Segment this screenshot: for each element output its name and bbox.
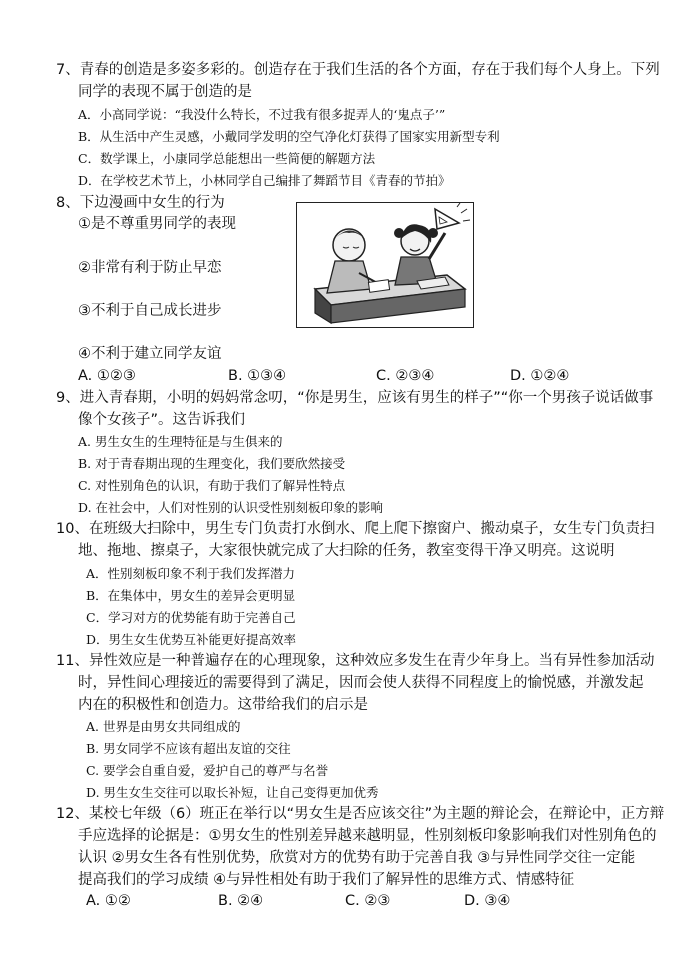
q11-option-b: B. 男女同学不应该有超出友谊的交往 [86,741,291,756]
q11-option-d: D. 男生女生交往可以取长补短，让自己变得更加优秀 [86,785,379,800]
q10-option-b: B．在集体中，男女生的差异会更明显 [86,588,296,603]
q11-option-c: C. 要学会自重自爱，爱护自己的尊严与名誉 [86,763,329,778]
q9-option-c: C. 对性别角色的认识，有助于我们了解异性特点 [78,478,346,493]
q9-stem-line1: 9、进入青春期，小明的妈妈常念叨，“你是男生，应该有男生的样子”“你一个男孩子说话做事 [56,390,654,406]
q8-statement-1: ①是不尊重男同学的表现 [78,216,236,232]
q12-option-c: C. ②③ [345,893,391,909]
q12-stem-line3: 认识 ②男女生各有性别优势，欣赏对方的优势有助于完善自我 ③与异性同学交往一定能 [78,850,636,866]
q9-option-d: D. 在社会中，人们对性别的认识受性别刻板印象的影响 [78,500,384,515]
q12-stem-line2: 手应选择的论据是：①男女生的性别差异越来越明显，性别刻板印象影响我们对性别角色的 [78,828,657,844]
q7-option-c: C．数学课上，小康同学总能想出一些简便的解题方法 [78,151,376,166]
q8-option-b: B. ①③④ [228,368,287,384]
q8-stem: 8、下边漫画中女生的行为 [56,195,225,211]
q8-option-d: D. ①②④ [510,368,570,384]
q12-option-b: B. ②④ [218,893,264,909]
q11-stem-line1: 11、异性效应是一种普遍存在的心理现象，这种效应多发生在青少年身上。当有异性参加活动 [56,653,655,669]
q11-option-a: A. 世界是由男女共同组成的 [86,719,241,734]
q8-statement-4: ④不利于建立同学友谊 [78,346,222,362]
q10-option-a: A．性别刻板印象不利于我们发挥潜力 [86,566,296,581]
q9-option-a: A. 男生女生的生理特征是与生俱来的 [78,434,283,449]
q8-option-c: C. ②③④ [376,368,435,384]
q8-option-a: A. ①②③ [78,368,136,384]
q7-option-b: B．从生活中产生灵感，小戴同学发明的空气净化灯获得了国家实用新型专利 [78,129,500,144]
q7-stem-line1: 7、青春的创造是多姿多彩的。创造存在于我们生活的各个方面，存在于我们每个人身上。下列 [56,62,660,78]
q7-option-d: D．在学校艺术节上，小林同学自己编排了舞蹈节目《青春的节拍》 [78,173,451,188]
q10-option-c: C．学习对方的优势能有助于完善自己 [86,610,296,625]
q11-stem-line3: 内在的积极性和创造力。这带给我们的启示是 [78,697,368,713]
q10-stem-line1: 10、在班级大扫除中，男生专门负责打水倒水、爬上爬下擦窗户、搬动桌子，女生专门负责扫 [56,521,655,537]
q8-statement-3: ③不利于自己成长进步 [78,303,222,319]
comic-illustration [296,202,474,328]
q7-stem-line2: 同学的表现不属于创造的是 [78,84,252,100]
q8-statement-2: ②非常有利于防止早恋 [78,260,222,276]
q10-option-d: D．男生女生优势互补能更好提高效率 [86,632,297,647]
q12-option-a: A. ①② [86,893,131,909]
q7-option-a: A．小高同学说：“我没什么特长，不过我有很多捉弄人的‘鬼点子’” [78,107,446,122]
q9-stem-line2: 像个女孩子”。这告诉我们 [78,412,246,428]
q12-stem-line4: 提高我们的学习成绩 ④与异性相处有助于我们了解异性的思维方式、情感特征 [78,872,575,888]
q9-option-b: B. 对于青春期出现的生理变化，我们要欣然接受 [78,456,346,471]
q12-option-d: D. ③④ [464,893,511,909]
q11-stem-line2: 时，异性间心理接近的需要得到了满足，因而会使人获得不同程度上的愉悦感，并激发起 [78,675,644,691]
q12-stem-line1: 12、某校七年级（6）班正在举行以“男女生是否应该交往”为主题的辩论会，在辩论中，正方辩 [56,806,665,822]
q10-stem-line2: 地、拖地、擦桌子，大家很快就完成了大扫除的任务，教室变得干净又明亮。这说明 [78,543,615,559]
